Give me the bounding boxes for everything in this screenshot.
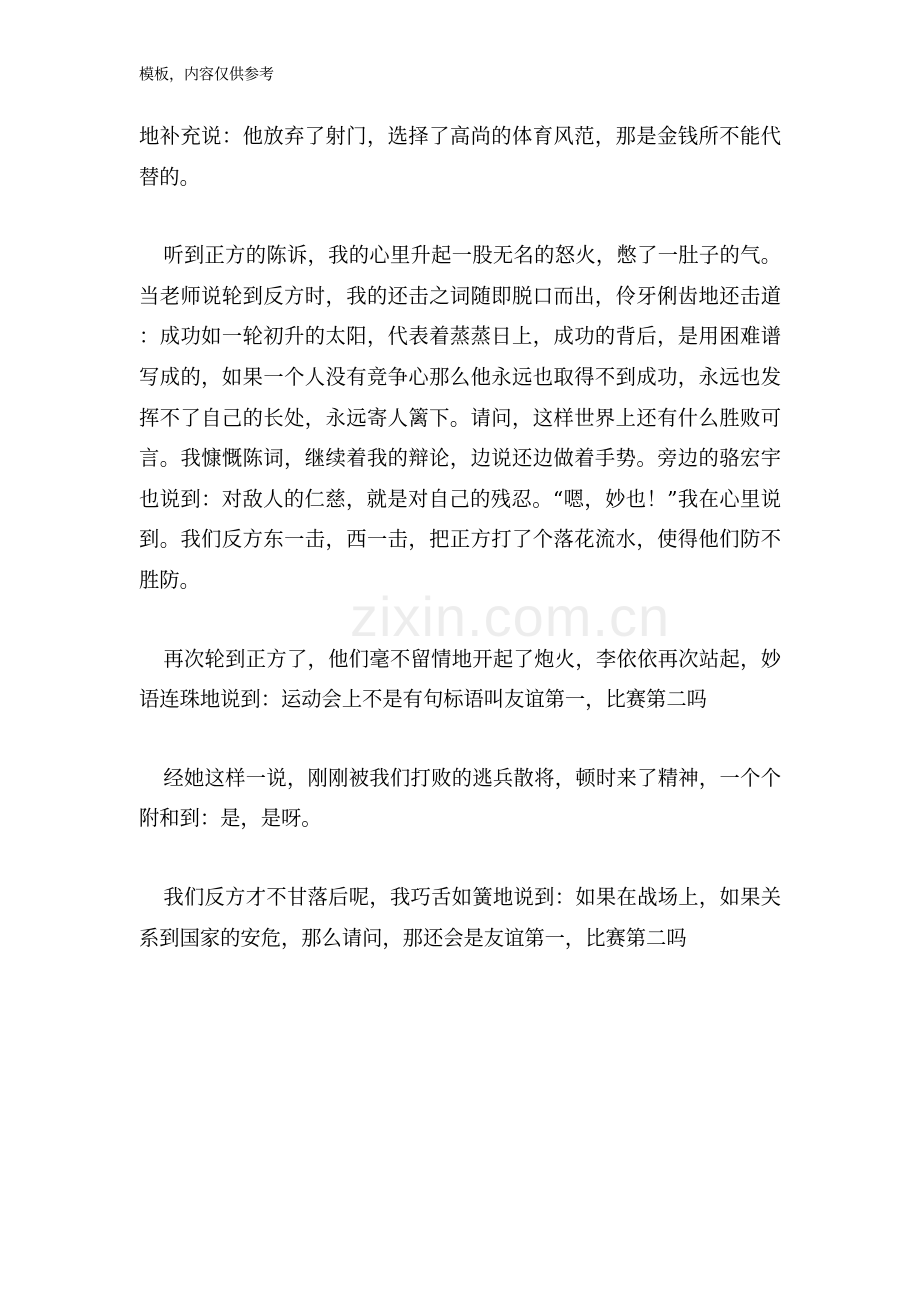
paragraph-2: 听到正方的陈诉，我的心里升起一股无名的怒火，憋了一肚子的气。当老师说轮到反方时，我的还击之词随即脱口而出，伶牙俐齿地还击道：成功如一轮初升的太阳，代表着蒸蒸日上，成功的背后，是用困难谱写成的，如果一个人没有竞争心那么他永远也取得不到成功，永远也发挥不了自己的长处，永远寄人篱下。请问，这样世界上还有什么胜败可言。我慷慨陈词，继续着我的辩论，边说还边做着手势。旁边的骆宏宇也说到：对敌人的仁慈，就是对自己的残忍。“嗯，妙也！”我在心里说到。我们反方东一击，西一击，把正方打了个落花流水，使得他们防不胜防。 [139,243,781,592]
article-body [139,116,781,958]
paragraph-5: 我们反方才不甘落后呢，我巧舌如簧地说到：如果在战场上，如果关系到国家的安危，那么请问，那还会是友谊第一，比赛第二吗 [139,884,781,950]
watermark: zixin.com.cn [350,585,671,648]
header-note: 模板，内容仅供参考 [139,65,275,83]
paragraph-1: 地补充说：他放弃了射门，选择了高尚的体育风范，那是金钱所不能代替的。 [139,124,781,189]
paragraph-3: 再次轮到正方了，他们毫不留情地开起了炮火，李依依再次站起，妙语连珠地说到：运动会上不是有句标语叫友谊第一，比赛第二吗 [139,646,781,712]
paragraph-4: 经她这样一说，刚刚被我们打败的逃兵散将，顿时来了精神，一个个附和到：是，是呀。 [139,765,781,831]
